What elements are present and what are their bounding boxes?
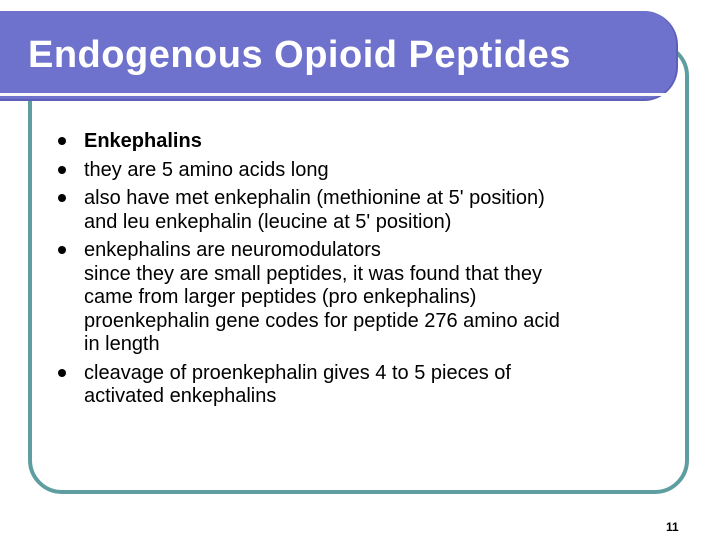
bullet-line: Enkephalins <box>84 130 202 152</box>
bullet-list <box>58 130 678 414</box>
bullet-item-met-leu-enkephalin <box>58 187 678 234</box>
bullet-line: activated enkephalins <box>84 385 277 407</box>
bullet-item-neuromodulators <box>58 239 678 357</box>
title-underline <box>0 93 668 96</box>
bullet-line: also have met enkephalin (methionine at 5' position) <box>84 187 545 209</box>
bullet-line: proenkephalin gene codes for peptide 276 amino acid <box>84 309 560 332</box>
bullet-dot-icon <box>58 166 66 174</box>
bullet-text <box>84 362 678 409</box>
bullet-text <box>84 159 678 183</box>
bullet-dot-icon <box>58 246 66 254</box>
bullet-item-enkephalins <box>58 130 678 154</box>
bullet-dot-icon <box>58 194 66 202</box>
bullet-item-proenkephalin-cleavage <box>58 362 678 409</box>
bullet-line: since they are small peptides, it was found that they <box>84 262 543 285</box>
bullet-text <box>84 187 678 234</box>
bullet-line: in length <box>84 333 160 355</box>
bullet-text <box>84 130 678 154</box>
bullet-line: came from larger peptides (pro enkephalins) <box>84 286 477 308</box>
bullet-dot-icon <box>58 137 66 145</box>
bullet-text <box>84 239 678 357</box>
slide-title: Endogenous Opioid Peptides <box>28 34 571 76</box>
bullet-dot-icon <box>58 369 66 377</box>
bullet-line: and leu enkephalin (leucine at 5' position) <box>84 210 452 233</box>
bullet-item-amino-acids-length <box>58 159 678 183</box>
bullet-line: they are 5 amino acids long <box>84 158 329 181</box>
slide-number: 11 <box>666 520 679 534</box>
bullet-line: cleavage of proenkephalin gives 4 to 5 pieces of <box>84 361 511 384</box>
bullet-line: enkephalins are neuromodulators <box>84 239 381 261</box>
